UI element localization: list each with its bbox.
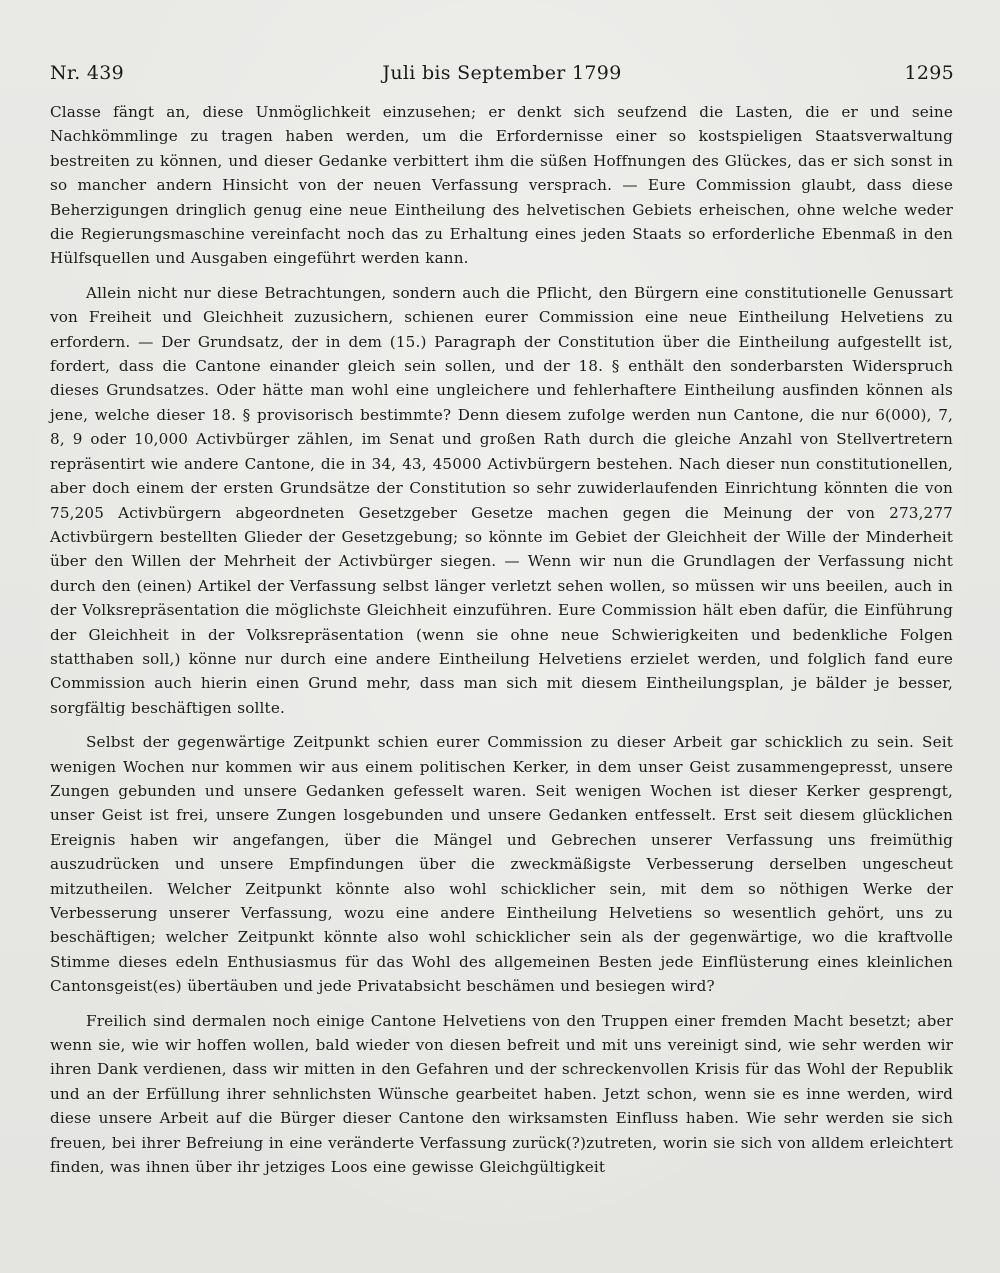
page-header bbox=[50, 62, 954, 92]
date-range-title: Juli bis September 1799 bbox=[382, 62, 622, 84]
paragraph-gap bbox=[50, 271, 953, 281]
paragraph-4: Freilich sind dermalen noch einige Cantone Helvetiens von den Truppen einer fremden Macht besetzt; aber wenn sie, wie wir hoffen wollen, bald wieder von diesen befreit und mit uns vereinigt sind, wie sehr werden wir ihren Dank verdienen, dass wir mitten in den Gefahren und der schreckenvollen Krisis für das Wohl der Republik und an der Erfüllung ihrer sehnlichsten Wünsche gearbeitet haben. Jetzt schon, wenn sie es inne werden, wird diese unsere Arbeit auf die Bürger dieser Cantone den wirksamsten Einfluss haben. Wie sehr werden sie sich freuen, bei ihrer Befreiung in eine veränderte Verfassung zurück(?)zutreten, worin sie sich von alldem erleichtert finden, was ihnen über ihr jetziges Loos eine gewisse Gleichgültigkeit bbox=[50, 1011, 953, 1177]
paragraph-1: Classe fängt an, diese Unmöglichkeit einzusehen; er denkt sich seufzend die Lasten, die er und seine Nachkömmlinge zu tragen haben werden, um die Erfordernisse einer so kostspieligen Staatsverwaltung bestreiten zu können, und dieser Gedanke verbittert ihm die süßen Hoffnungen des Glückes, das er sich sonst in so mancher andern Hinsicht von der neuen Verfassung versprach. — Eure Commission glaubt, dass diese Beherzigungen dringlich genug eine neue Eintheilung des helvetischen Gebiets erheischen, ohne welche weder die Regierungsmaschine vereinfacht noch das zu Erhaltung eines jeden Staats so erforderliche Ebenmaß in den Hülfsquellen und Ausgaben eingeführt werden kann. bbox=[50, 103, 953, 268]
paragraph-3: Selbst der gegenwärtige Zeitpunkt schien eurer Commission zu dieser Arbeit gar schicklich zu sein. Seit wenigen Wochen nur kommen wir aus einem politischen Kerker, in dem unser Geist zusammengepresst, unsere Zungen gebunden und unsere Gedanken gefesselt waren. Seit wenigen Wochen ist dieser Kerker gesprengt, unser Geist ist frei, unsere Zungen losgebunden und unsere Gedanken entfesselt. Erst seit diesem glücklichen Ereignis haben wir angefangen, über die Mängel und Gebrechen unserer Verfassung uns freimüthig auszudrücken und unsere Empfindungen über die zweckmäßigste Verbesserung derselben ungescheut mitzutheilen. Welcher Zeitpunkt könnte also wohl schicklicher sein, mit dem so nöthigen Werke der Verbesserung unserer Verfassung, wozu eine andere Eintheilung Helvetiens so wesentlich gehört, uns zu beschäftigen; welcher Zeitpunkt könnte also wohl schicklicher sein als der gegenwärtige, wo die kraftvolle Stimme dieses edeln Enthusiasmus für das Wohl des allgemeinen Besten jede Einflüsterung eines kleinlichen Cantonsgeist(es) übertäuben und jede Privatabsicht beschämen und besiegen wird? bbox=[50, 733, 953, 996]
page-body bbox=[50, 100, 953, 1179]
paragraph-gap bbox=[50, 720, 953, 730]
paragraph-2: Allein nicht nur diese Betrachtungen, sondern auch die Pflicht, den Bürgern eine constitutionelle Genussart von Freiheit und Gleichheit zuzusichern, schienen eurer Commission eine neue Eintheilung Helvetiens zu erfordern. — Der Grundsatz, der in dem (15.) Paragraph der Constitution über die Eintheilung aufgestellt ist, fordert, dass die Cantone einander gleich sein sollen, und der 18. § enthält den sonderbarsten Widerspruch dieses Grundsatzes. Oder hätte man wohl eine ungleichere und fehlerhaftere Eintheilung ausfinden können als jene, welche dieser 18. § provisorisch bestimmte? Denn diesem zufolge werden nun Cantone, die nur 6(000), 7, 8, 9 oder 10,000 Activbürger zählen, im Senat und großen Rath durch die gleiche Anzahl von Stellvertretern repräsentirt wie andere Cantone, die in 34, 43, 45000 Activbürgern bestehen. Nach dieser nun constitutionellen, aber doch einem der ersten Grundsätze der Constitution so sehr zuwiderlaufenden Einrichtung könnten die von 75,205 Activbürgern abgeordneten Gesetzgeber Gesetze machen gegen die Meinung der von 273,277 Activbürgern bestellten Glieder der Gesetzgebung; so könnte im Gebiet der Gleichheit der Wille der Minderheit über den Willen der Mehrheit der Activbürger siegen. — Wenn wir nun die Grundlagen der Verfassung nicht durch den (einen) Artikel der Verfassung selbst länger verletzt sehen wollen, so müssen wir uns beeilen, auch in der Volksrepräsentation die möglichste Gleichheit einzuführen. Eure Commission hält eben dafür, die Einführung der Gleichheit in der Volksrepräsentation (wenn sie ohne neue Schwierigkeiten und bedenkliche Folgen statthaben soll,) könne nur durch eine andere Eintheilung Helvetiens erzielet werden, und folglich fand eure Commission auch hierin einen Grund mehr, dass man sich mit diesem Eintheilungsplan, je bälder je besser, sorgfältig beschäftigen sollte. bbox=[50, 283, 953, 717]
paragraph-gap bbox=[50, 999, 953, 1009]
document-number: Nr. 439 bbox=[50, 62, 125, 84]
page-number: 1295 bbox=[904, 62, 954, 84]
